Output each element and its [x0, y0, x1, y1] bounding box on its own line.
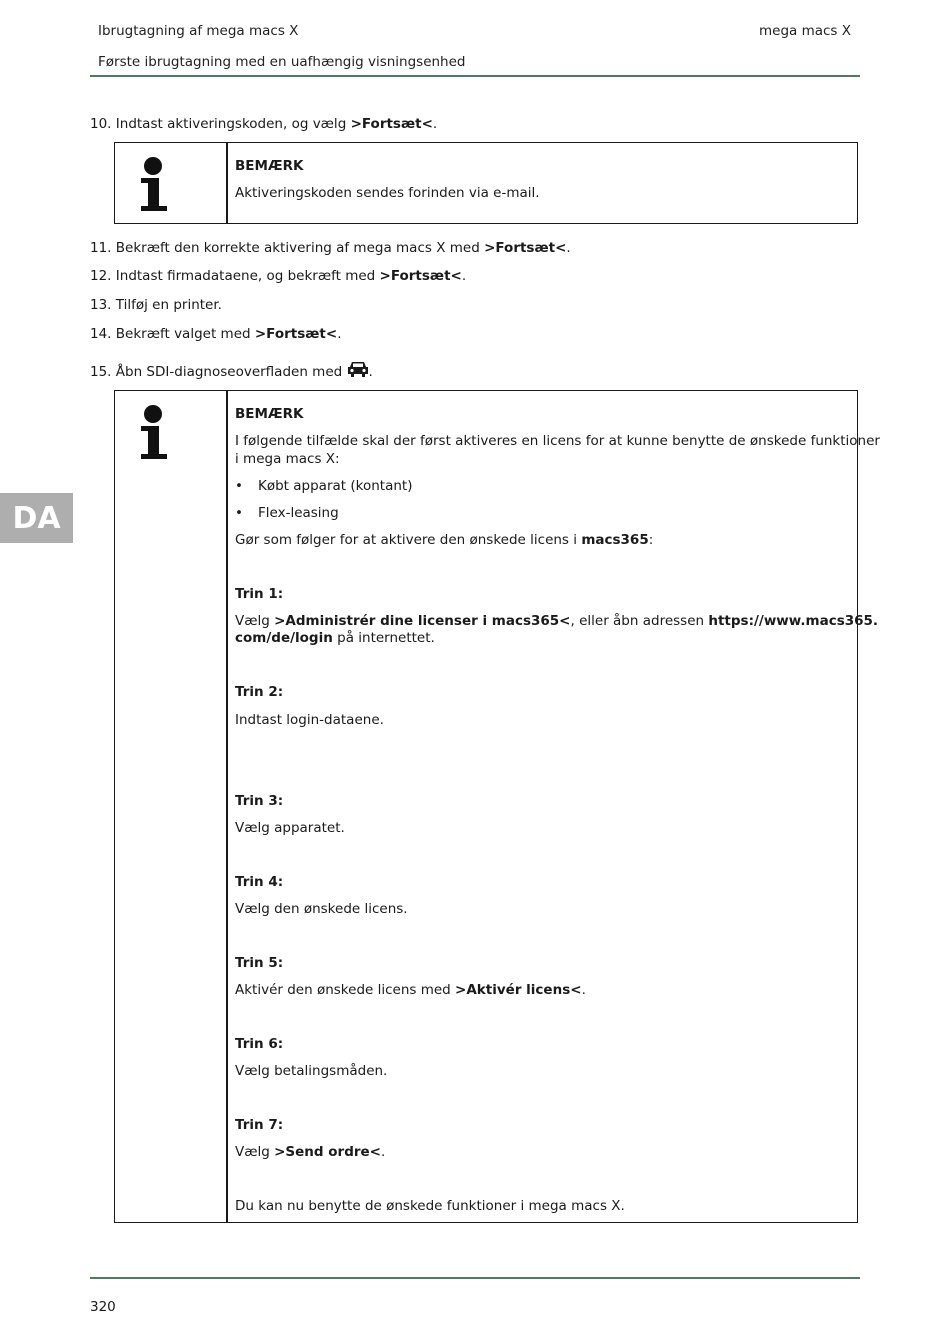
step-12: 12. Indtast firmadataene, og bekræft med >Fortsæt<. — [90, 268, 467, 284]
note-intro-line-2: i mega macs X: — [235, 451, 340, 467]
list-item: • Købt apparat (kontant) — [235, 478, 413, 494]
step-11: 11. Bekræft den korrekte aktivering af mega macs X med >Fortsæt<. — [90, 240, 571, 256]
step-text: Indtast firmadataene, og bekræft med — [115, 268, 380, 284]
step-text: Bekræft valget med — [115, 326, 255, 342]
trin-5-label: Trin 5: — [235, 955, 284, 971]
trin-1-text-cont: com/de/login på internettet. — [235, 630, 435, 646]
language-tab: DA — [0, 493, 73, 543]
note-box-2 — [114, 390, 880, 1223]
trin-2-label: Trin 2: — [235, 684, 284, 700]
header-rule — [90, 75, 860, 77]
info-icon — [137, 403, 173, 461]
note-heading: BEMÆRK — [235, 406, 304, 422]
step-command: >Fortsæt< — [379, 268, 462, 284]
header-subtitle: Første ibrugtagning med en uafhængig visningsenhed — [98, 54, 466, 70]
step-text: Indtast aktiveringskoden, og vælg — [115, 116, 351, 132]
trin-7-text: Vælg >Send ordre<. — [235, 1144, 386, 1160]
note-divider — [226, 143, 228, 223]
trin-6-label: Trin 6: — [235, 1036, 284, 1052]
step-15: 15. Åbn SDI-diagnoseoverfladen med . — [90, 360, 373, 380]
trin-3-text: Vælg apparatet. — [235, 820, 345, 836]
step-13 — [90, 297, 222, 313]
step-number: 13. — [90, 297, 112, 313]
bullet: • — [235, 478, 243, 494]
trin-4-label: Trin 4: — [235, 874, 284, 890]
step-14: 14. Bekræft valget med >Fortsæt<. — [90, 326, 342, 342]
trin-2-text: Indtast login-dataene. — [235, 712, 384, 728]
url-text: https://www.macs365. — [708, 613, 879, 629]
note-howto: Gør som følger for at aktivere den ønskede licens i macs365: — [235, 532, 654, 548]
trin-7-label: Trin 7: — [235, 1117, 284, 1133]
header-right-title: mega macs X — [758, 23, 851, 39]
trin-3-label: Trin 3: — [235, 793, 284, 809]
step-command: >Fortsæt< — [350, 116, 433, 132]
note-intro-line-1: I følgende tilfælde skal der først aktiveres en licens for at kunne benytte de ønskede funktioner — [235, 433, 880, 449]
step-number: 10. — [90, 116, 112, 132]
step-text: Åbn SDI-diagnoseoverfladen med — [115, 364, 347, 380]
note-text: Aktiveringskoden sendes forinden via e-mail. — [235, 185, 540, 201]
bullet: • — [235, 505, 243, 521]
footer-rule — [90, 1277, 860, 1279]
step-command: >Fortsæt< — [484, 240, 567, 256]
step-text: Tilføj en printer. — [115, 297, 222, 313]
trin-1-text: Vælg >Administrér dine licenser i macs365<, eller åbn adressen https://www.macs365. — [235, 613, 879, 629]
step-text: Bekræft den korrekte aktivering af mega macs X med — [115, 240, 485, 256]
step-command: >Fortsæt< — [254, 326, 338, 342]
header-left-title: Ibrugtagning af mega macs X — [98, 23, 299, 39]
step-10: 10. Indtast aktiveringskoden, og vælg >Fortsæt<. — [90, 116, 438, 132]
step-number: 15. — [90, 364, 112, 380]
list-item: • Flex-leasing — [235, 505, 339, 521]
url-text: com/de/login — [235, 630, 333, 646]
page-number: 320 — [90, 1299, 116, 1315]
trin-4-text: Vælg den ønskede licens. — [235, 901, 408, 917]
trin-6-text: Vælg betalingsmåden. — [235, 1063, 388, 1079]
step-number: 11. — [90, 240, 112, 256]
car-icon — [347, 360, 369, 378]
info-icon — [137, 155, 173, 213]
note-closing: Du kan nu benytte de ønskede funktioner i mega macs X. — [235, 1198, 625, 1214]
note-divider — [226, 391, 228, 1222]
step-number: 12. — [90, 268, 112, 284]
note-box-1 — [114, 142, 858, 224]
note-heading: BEMÆRK — [235, 158, 304, 174]
trin-5-text: Aktivér den ønskede licens med >Aktivér licens<. — [235, 982, 586, 998]
step-number: 14. — [90, 326, 112, 342]
trin-1-label: Trin 1: — [235, 586, 284, 602]
